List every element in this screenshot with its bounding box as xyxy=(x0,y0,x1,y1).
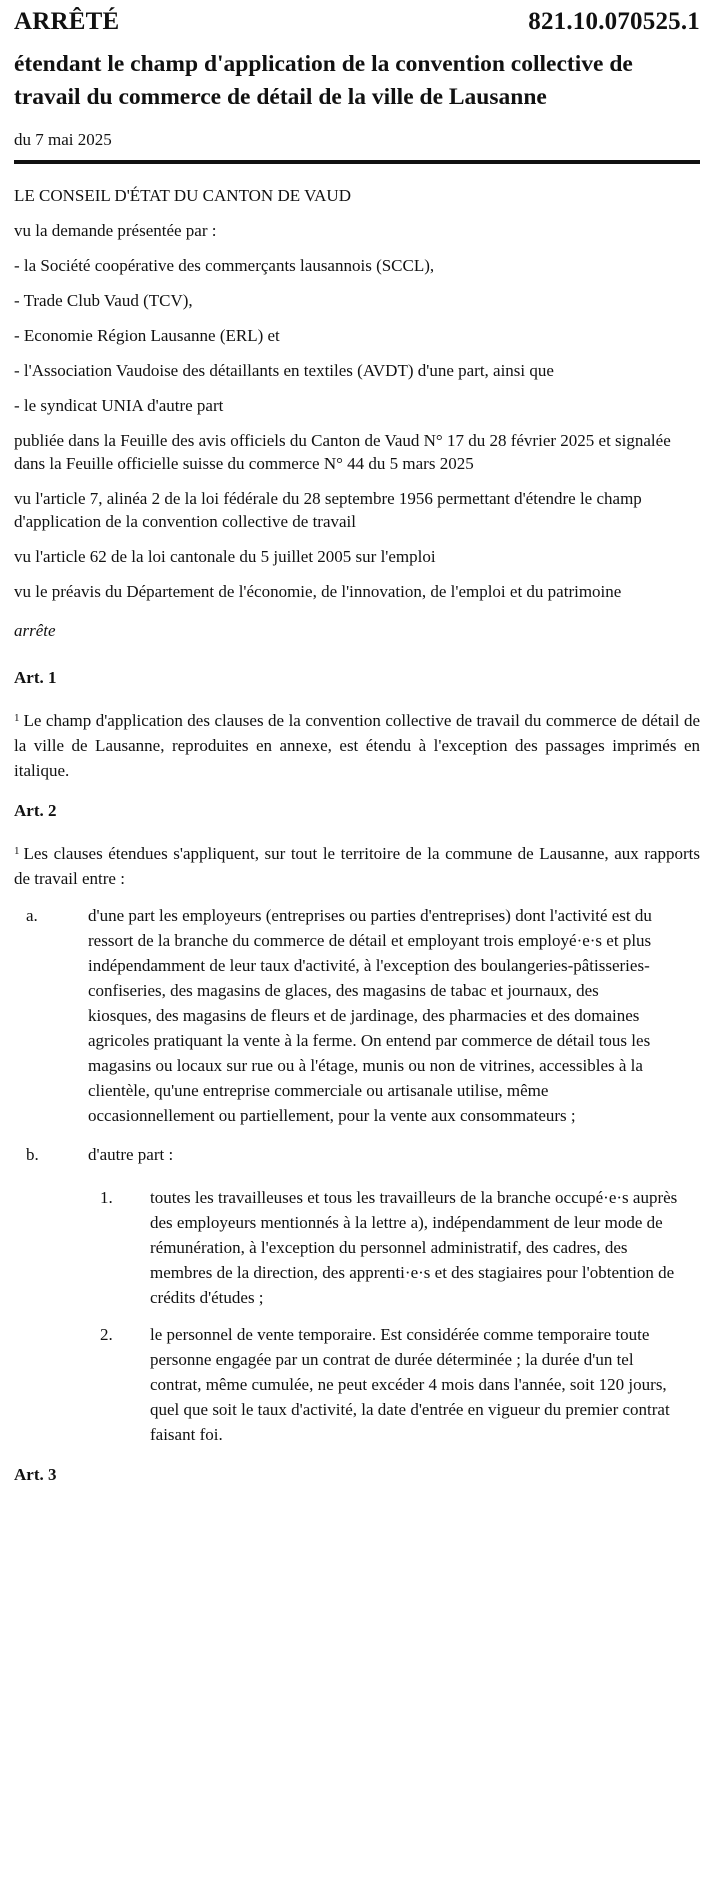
list-item-text: le personnel de vente temporaire. Est considérée comme temporaire toute personne engagée par un contrat de durée déterminée ; la durée d'un tel contrat, même cumulée, ne peut excéder 4 mois dans l'année, soit 120 jours, quel que soit le taux d'activité, la date d'entrée en vigueur du premier contrat faisant foi. xyxy=(150,1325,670,1444)
sub-list-item-1 xyxy=(88,1185,700,1310)
article-1-heading: Art. 1 xyxy=(14,668,57,687)
alinea-number: 1 xyxy=(14,712,20,724)
legal-basis-cantonal: vu l'article 62 de la loi cantonale du 5 juillet 2005 sur l'emploi xyxy=(14,547,436,566)
document-page xyxy=(14,8,700,1485)
article-1-alinea xyxy=(14,708,700,783)
article-2-list xyxy=(14,903,700,1447)
legal-basis-preavis: vu le préavis du Département de l'économie, de l'innovation, de l'emploi et du patrimoine xyxy=(14,582,622,601)
publication-paragraph: publiée dans la Feuille des avis officiels du Canton de Vaud N° 17 du 28 février 2025 et signalée dans la Feuille officielle suisse du commerce N° 44 du 5 mars 2025 xyxy=(14,431,671,473)
document-date: du 7 mai 2025 xyxy=(14,130,112,149)
header-divider xyxy=(14,160,700,164)
list-item-text: d'une part les employeurs (entreprises ou parties d'entreprises) dont l'activité est du ressort de la branche du commerce de détail et employant trois employé·e·s et plus indépendamment de leur taux d'activité, à l'exception des boulangeries-pâtisseries-confiseries, des magasins de glaces, des magasins de tabac et journaux, des kiosques, des magasins de fleurs et de jardinage, des pharmacies et des domaines agricoles pratiquant la vente à la ferme. On entend par commerce de détail tous les magasins ou locaux sur rue ou à l'étage, munis ou non de vitrines, accessibles à la clientèle, qu'une entreprise commerciale ou artisanale utilise, même occasionnellement ou partiellement, pour la vente aux consommateurs ; xyxy=(88,906,652,1125)
list-item-a xyxy=(14,903,700,1128)
list-marker: b. xyxy=(26,1145,39,1164)
list-item-b xyxy=(14,1142,700,1167)
article-2-alinea xyxy=(14,841,700,891)
party-item: - Trade Club Vaud (TCV), xyxy=(14,291,193,310)
article-2-heading: Art. 2 xyxy=(14,801,57,820)
request-intro: vu la demande présentée par : xyxy=(14,221,217,240)
sub-list xyxy=(14,1185,700,1447)
sub-list-item-2 xyxy=(88,1322,700,1447)
document-type: ARRÊTÉ xyxy=(14,8,120,35)
list-item-text: toutes les travailleuses et tous les travailleurs de la branche occupé·e·s auprès des employeurs mentionnés à la lettre a), indépendamment de leur mode de rémunération, à l'exception du personnel administratif, des cadres, des membres de la direction, des apprenti·e·s et des stagiaires pour l'obtention de crédits d'études ; xyxy=(150,1188,678,1307)
party-item: - le syndicat UNIA d'autre part xyxy=(14,396,224,415)
parties-list xyxy=(14,254,700,417)
list-marker: 2. xyxy=(100,1325,113,1344)
document-header xyxy=(14,8,700,36)
party-item: - l'Association Vaudoise des détaillants en textiles (AVDT) d'une part, ainsi que xyxy=(14,361,554,380)
issuing-authority: LE CONSEIL D'ÉTAT DU CANTON DE VAUD xyxy=(14,186,351,205)
article-3-heading: Art. 3 xyxy=(14,1465,57,1484)
legal-basis-federal: vu l'article 7, alinéa 2 de la loi fédérale du 28 septembre 1956 permettant d'étendre le champ d'application de la convention collective de travail xyxy=(14,489,642,531)
article-1-text: Le champ d'application des clauses de la convention collective de travail du commerce de détail de la ville de Lausanne, reproduites en annexe, est étendu à l'exception des passages imprimés en italique. xyxy=(14,711,700,780)
party-item: - la Société coopérative des commerçants lausannois (SCCL), xyxy=(14,256,435,275)
article-2-text: Les clauses étendues s'appliquent, sur tout le territoire de la commune de Lausanne, aux rapports de travail entre : xyxy=(14,844,700,888)
alinea-number: 1 xyxy=(14,845,20,857)
list-marker: a. xyxy=(26,906,38,925)
party-item: - Economie Région Lausanne (ERL) et xyxy=(14,326,280,345)
document-number: 821.10.070525.1 xyxy=(528,8,700,35)
list-marker: 1. xyxy=(100,1188,113,1207)
document-title: étendant le champ d'application de la convention collective de travail du commerce de détail de la ville de Lausanne xyxy=(14,51,633,110)
decree-word: arrête xyxy=(14,621,56,640)
list-item-text: d'autre part : xyxy=(88,1145,174,1164)
